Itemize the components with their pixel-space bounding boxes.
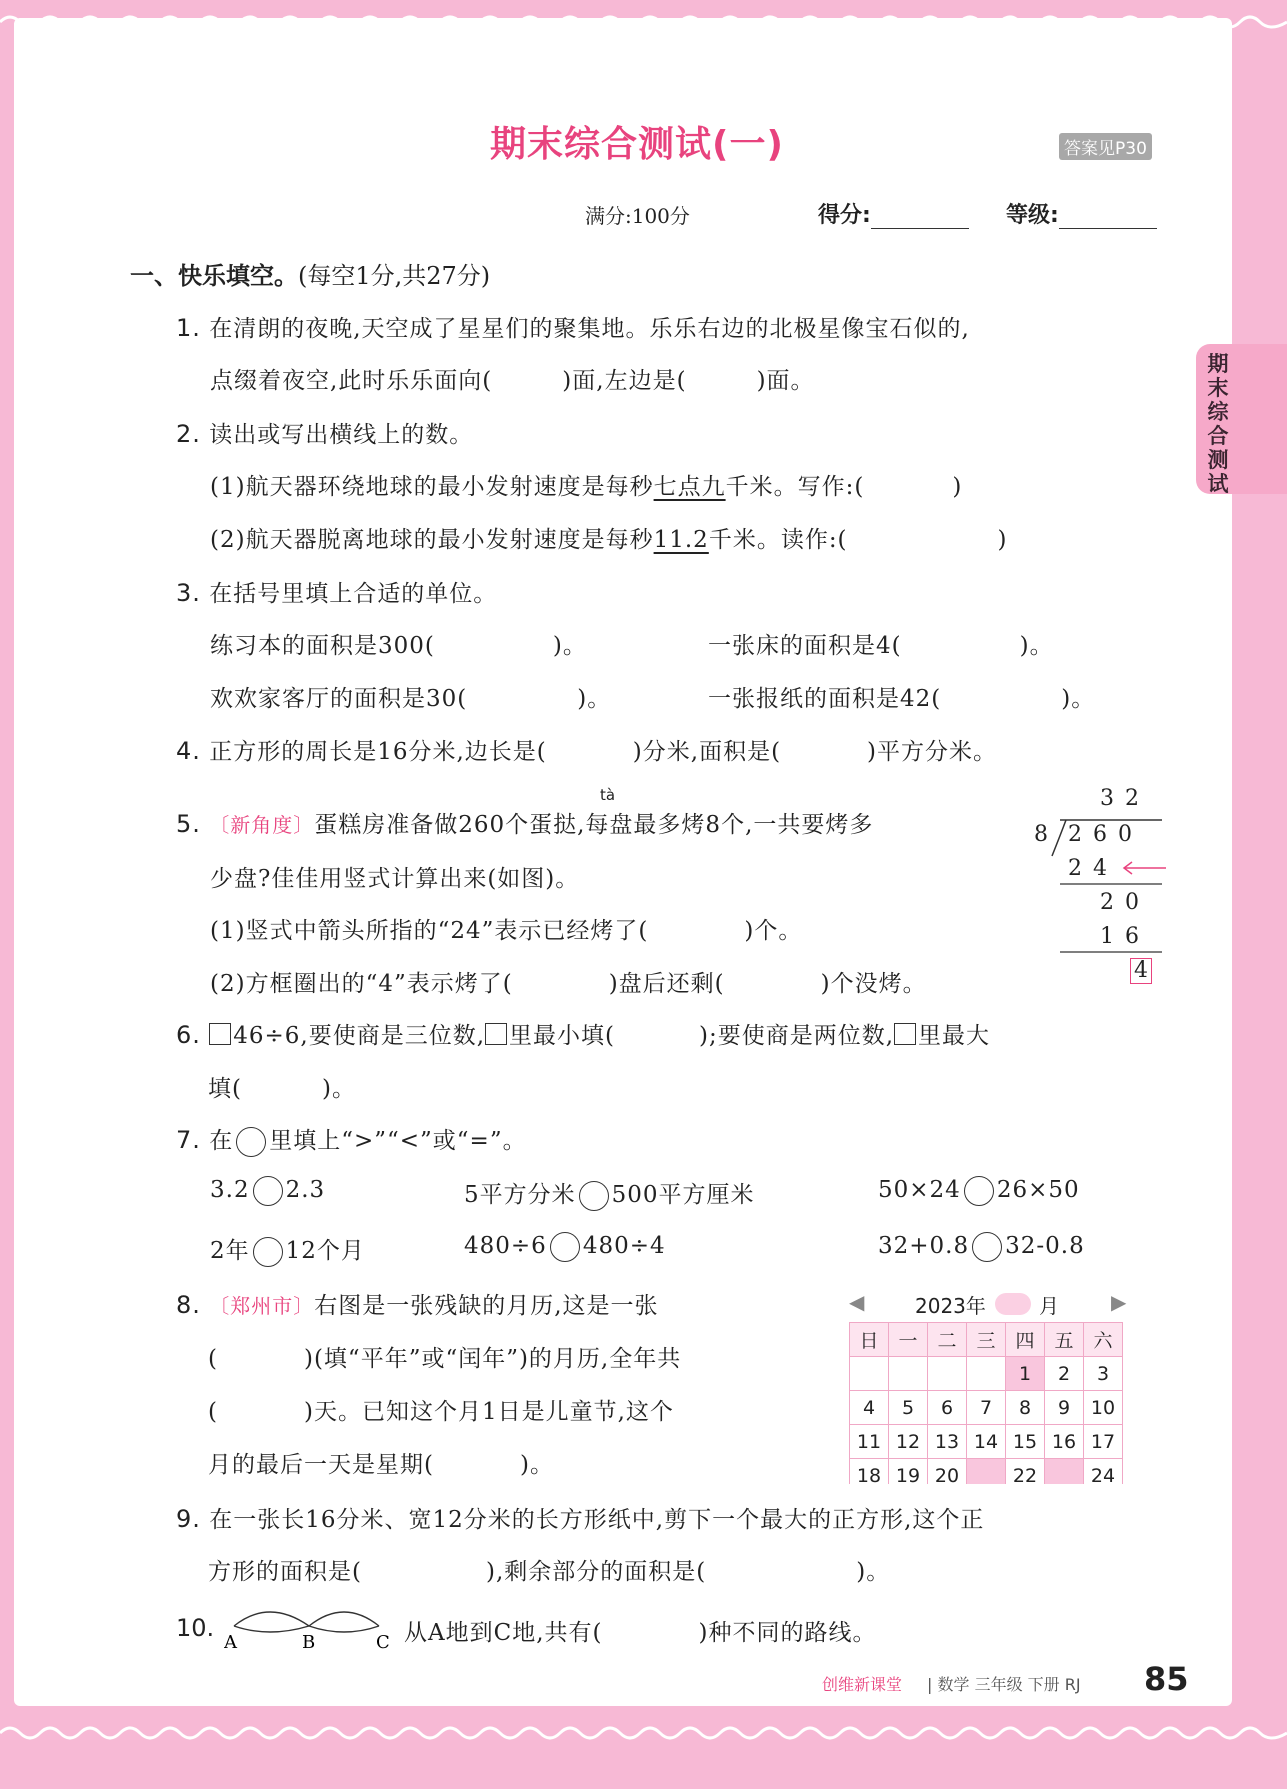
day-cell-torn — [967, 1459, 1006, 1485]
question-5-part-1 — [210, 912, 802, 945]
compare-item-5 — [464, 1232, 666, 1262]
weekday: 二 — [928, 1323, 967, 1357]
section-note: (每空1分,共27分) — [298, 262, 491, 290]
compare-left: 32+0.8 — [878, 1233, 970, 1259]
question-5-line-2 — [210, 860, 579, 893]
divisor: 8 — [1034, 822, 1048, 847]
question-text: 方形的面积是( — [208, 1559, 362, 1585]
prev-arrow-icon: ◀ — [849, 1290, 865, 1314]
day-cell: 5 — [889, 1391, 928, 1425]
side-tab-char: 试 — [1207, 472, 1229, 496]
question-text: 蛋糕房准备做260个蛋挞,每盘最多烤8个,一共要烤多 — [314, 812, 874, 838]
day-cell — [967, 1357, 1006, 1391]
question-text: 填( — [208, 1076, 242, 1102]
question-text: (2)方框圈出的“4”表示烤了( — [210, 971, 513, 997]
question-text: )。 — [552, 633, 587, 659]
question-number: 1. — [176, 314, 201, 342]
day-cell: 12 — [889, 1425, 928, 1459]
question-7 — [176, 1122, 527, 1157]
new-angle-tag: 〔新角度〕 — [209, 813, 315, 837]
question-text: )。 — [321, 1076, 356, 1102]
compare-left: 480÷6 — [464, 1233, 547, 1259]
question-text: 月的最后一天是星期( — [208, 1452, 434, 1478]
footer-brand: 创维新课堂 — [822, 1675, 903, 1694]
question-number: 3. — [176, 579, 201, 607]
question-text: )(填“平年”或“闰年”)的月历,全年共 — [303, 1346, 682, 1372]
day-cell: 15 — [1006, 1425, 1045, 1459]
day-cell-torn — [1045, 1459, 1084, 1485]
question-text: 千米。写作:( — [725, 474, 865, 500]
square-blank-icon — [485, 1023, 507, 1045]
question-number: 10. — [176, 1614, 215, 1642]
question-text: );要使商是两位数, — [699, 1023, 895, 1049]
question-2-part-2 — [210, 521, 1008, 554]
day-cell: 13 — [928, 1425, 967, 1459]
division-bracket — [1030, 786, 1170, 986]
question-text: 46÷6,要使商是三位数, — [233, 1023, 486, 1049]
question-text: 一张报纸的面积是42( — [708, 686, 942, 712]
pinyin-ta: tà — [600, 786, 616, 804]
page-title: 期末综合测试(一) — [490, 124, 784, 165]
compare-circle[interactable] — [550, 1232, 580, 1262]
question-number: 7. — [176, 1126, 201, 1154]
compare-right: 12个月 — [285, 1238, 365, 1264]
bottom-wave-border — [0, 1715, 1287, 1755]
question-number: 6. — [176, 1021, 201, 1049]
question-text: 在 — [209, 1128, 234, 1154]
boxed-remainder: 4 — [1130, 958, 1152, 984]
question-text: )盘后还剩( — [608, 971, 725, 997]
question-number: 2. — [176, 420, 201, 448]
point-a-label: A — [224, 1632, 237, 1650]
day-cell: 22 — [1006, 1459, 1045, 1485]
day-cell: 11 — [850, 1425, 889, 1459]
day-cell: 10 — [1084, 1391, 1123, 1425]
question-text: 在一张长16分米、宽12分米的长方形纸中,剪下一个最大的正方形,这个正 — [209, 1507, 985, 1533]
compare-circle[interactable] — [579, 1181, 609, 1211]
question-3 — [176, 575, 497, 608]
weekday: 四 — [1006, 1323, 1045, 1357]
score-field[interactable] — [818, 198, 969, 229]
circle-icon — [236, 1127, 266, 1157]
day-cell: 24 — [1084, 1459, 1123, 1485]
day-cell-highlight: 1 — [1006, 1357, 1045, 1391]
compare-right: 2.3 — [285, 1177, 326, 1203]
question-2-part-1 — [210, 468, 962, 501]
page-number: 85 — [1144, 1660, 1189, 1698]
compare-circle[interactable] — [972, 1232, 1002, 1262]
side-tab-char: 期 — [1207, 352, 1229, 376]
day-cell: 20 — [928, 1459, 967, 1485]
question-text: 千米。读作:( — [708, 527, 848, 553]
day-cell: 6 — [928, 1391, 967, 1425]
square-blank-icon — [209, 1023, 231, 1045]
question-8-line-3 — [208, 1393, 674, 1426]
square-blank-icon — [894, 1023, 916, 1045]
side-tab-label — [1198, 352, 1238, 496]
next-arrow-icon: ▶ — [1111, 1290, 1127, 1314]
day-cell: 17 — [1084, 1425, 1123, 1459]
question-text: (1)竖式中箭头所指的“24”表示已经烤了( — [210, 918, 649, 944]
question-8-line-4 — [208, 1446, 554, 1479]
route-diagram — [224, 1598, 394, 1650]
compare-circle[interactable] — [253, 1176, 283, 1206]
section-1-heading — [130, 256, 490, 291]
question-text: 里最小填( — [509, 1023, 615, 1049]
compare-right: 26×50 — [996, 1177, 1080, 1203]
compare-item-1 — [210, 1176, 325, 1206]
question-10 — [404, 1614, 876, 1647]
question-8-line-2 — [208, 1340, 681, 1373]
question-number: 5. — [176, 810, 201, 838]
side-tab-char: 合 — [1207, 424, 1229, 448]
question-8-line-1 — [176, 1287, 659, 1320]
question-text: ) — [997, 527, 1008, 553]
compare-right: 480÷4 — [582, 1233, 666, 1259]
question-text: (2)航天器脱离地球的最小发射速度是每秒 — [210, 527, 654, 553]
underlined-number: 七点九 — [653, 474, 726, 500]
calendar-year: 2023年 — [915, 1294, 986, 1318]
question-4 — [176, 733, 997, 766]
question-5-line-1 — [176, 806, 873, 839]
question-text: 练习本的面积是300( — [210, 633, 435, 659]
compare-item-2 — [464, 1176, 755, 1211]
question-text: 右图是一张残缺的月历,这是一张 — [314, 1293, 659, 1319]
question-1-line-1 — [176, 310, 970, 343]
compare-right: 32-0.8 — [1005, 1233, 1085, 1259]
question-9-line-2 — [208, 1553, 890, 1586]
question-text: ( — [208, 1346, 218, 1372]
section-title: 一、快乐填空。 — [130, 262, 298, 290]
compare-left: 50×24 — [878, 1177, 961, 1203]
question-2 — [176, 416, 473, 449]
question-text: )面。 — [756, 368, 815, 394]
full-score: 满分:100分 — [585, 204, 690, 228]
calendar-month: 月 — [1039, 1294, 1059, 1318]
day-cell: 14 — [967, 1425, 1006, 1459]
day-cell: 16 — [1045, 1425, 1084, 1459]
question-5-part-2 — [210, 965, 927, 998]
compare-left: 2年 — [210, 1238, 250, 1264]
partial-product-16: 1 6 — [1100, 924, 1141, 949]
footer-subject: | 数学 三年级 下册 RJ — [927, 1675, 1081, 1694]
day-cell: 2 — [1045, 1357, 1084, 1391]
weekday: 一 — [889, 1323, 928, 1357]
weekday: 五 — [1045, 1323, 1084, 1357]
month-blob — [995, 1293, 1031, 1315]
day-cell — [850, 1357, 889, 1391]
day-cell — [889, 1357, 928, 1391]
calendar-grid — [849, 1322, 1123, 1484]
question-text: )面,左边是( — [562, 368, 687, 394]
question-number: 8. — [176, 1291, 201, 1319]
point-b-label: B — [302, 1632, 316, 1650]
question-text: 里填上“>”“<”或“=”。 — [269, 1128, 527, 1154]
question-text: 里最大 — [918, 1023, 991, 1049]
weekday: 三 — [967, 1323, 1006, 1357]
grade-field[interactable] — [1006, 198, 1157, 229]
question-6-line-2 — [208, 1070, 356, 1103]
score-blank[interactable] — [871, 204, 969, 229]
question-text: )。 — [856, 1559, 891, 1585]
question-text: 一张床的面积是4( — [708, 633, 902, 659]
partial-product-24: 2 4 — [1068, 856, 1109, 881]
compare-item-3 — [878, 1176, 1080, 1206]
question-text: (1)航天器环绕地球的最小发射速度是每秒 — [210, 474, 654, 500]
question-number: 9. — [176, 1505, 201, 1533]
day-cell — [928, 1357, 967, 1391]
calendar-header — [849, 1288, 1129, 1318]
zhengzhou-tag: 〔郑州市〕 — [209, 1294, 315, 1318]
torn-calendar — [849, 1288, 1129, 1484]
question-1-line-2 — [210, 362, 815, 395]
partial-remainder-20: 2 0 — [1100, 890, 1141, 915]
compare-circle[interactable] — [964, 1176, 994, 1206]
score-label: 得分: — [818, 203, 871, 228]
weekday: 六 — [1084, 1323, 1123, 1357]
compare-item-4 — [210, 1232, 365, 1267]
question-text: 在清朗的夜晚,天空成了星星们的聚集地。乐乐右边的北极星像宝石似的, — [209, 316, 970, 342]
compare-right: 500平方厘米 — [611, 1182, 755, 1208]
day-cell: 4 — [850, 1391, 889, 1425]
top-wave-border — [0, 0, 1287, 40]
underlined-number: 11.2 — [653, 527, 709, 553]
question-3-item-3 — [210, 680, 611, 713]
point-c-label: C — [376, 1632, 390, 1650]
question-text: )分米,面积是( — [632, 739, 782, 765]
side-tab-char: 综 — [1207, 400, 1229, 424]
question-text: )种不同的路线。 — [698, 1620, 877, 1646]
side-tab-char: 测 — [1207, 448, 1229, 472]
quotient: 3 2 — [1100, 786, 1141, 811]
grade-blank[interactable] — [1059, 204, 1157, 229]
question-text: ( — [208, 1399, 218, 1425]
weekday: 日 — [850, 1323, 889, 1357]
dividend: 2 6 0 — [1068, 822, 1134, 847]
question-text: ),剩余部分的面积是( — [485, 1559, 707, 1585]
question-text: )个没烤。 — [820, 971, 927, 997]
day-cell: 7 — [967, 1391, 1006, 1425]
question-3-item-4 — [708, 680, 1095, 713]
compare-item-6 — [878, 1232, 1085, 1262]
question-text: 少盘?佳佳用竖式计算出来(如图)。 — [210, 866, 580, 892]
compare-left: 3.2 — [210, 1177, 250, 1203]
question-3-item-2 — [708, 627, 1054, 660]
question-number: 4. — [176, 737, 201, 765]
question-text: 读出或写出横线上的数。 — [209, 422, 474, 448]
side-tab-char: 末 — [1207, 376, 1229, 400]
question-text: 点缀着夜空,此时乐乐面向( — [210, 368, 493, 394]
question-text: 在括号里填上合适的单位。 — [209, 581, 498, 607]
question-text: )个。 — [744, 918, 803, 944]
day-cell: 9 — [1045, 1391, 1084, 1425]
question-text: )平方分米。 — [867, 739, 998, 765]
grade-label: 等级: — [1006, 203, 1059, 228]
long-division-figure — [1030, 786, 1170, 986]
question-text: ) — [952, 474, 963, 500]
question-text: )。 — [519, 1452, 554, 1478]
day-cell: 18 — [850, 1459, 889, 1485]
day-cell: 19 — [889, 1459, 928, 1485]
question-text: 从A地到C地,共有( — [404, 1620, 603, 1646]
question-9-line-1 — [176, 1501, 984, 1534]
question-text: )天。已知这个月1日是儿童节,这个 — [303, 1399, 674, 1425]
question-text: )。 — [1061, 686, 1096, 712]
compare-circle[interactable] — [253, 1237, 283, 1267]
question-text: 正方形的周长是16分米,边长是( — [209, 739, 547, 765]
compare-left: 5平方分米 — [464, 1182, 576, 1208]
day-cell: 8 — [1006, 1391, 1045, 1425]
question-text: )。 — [577, 686, 612, 712]
question-6-line-1 — [176, 1017, 990, 1050]
answer-reference-badge: 答案见P30 — [1059, 133, 1152, 160]
question-text: )。 — [1019, 633, 1054, 659]
question-text: 欢欢家客厅的面积是30( — [210, 686, 468, 712]
day-cell: 3 — [1084, 1357, 1123, 1391]
question-3-item-1 — [210, 627, 587, 660]
